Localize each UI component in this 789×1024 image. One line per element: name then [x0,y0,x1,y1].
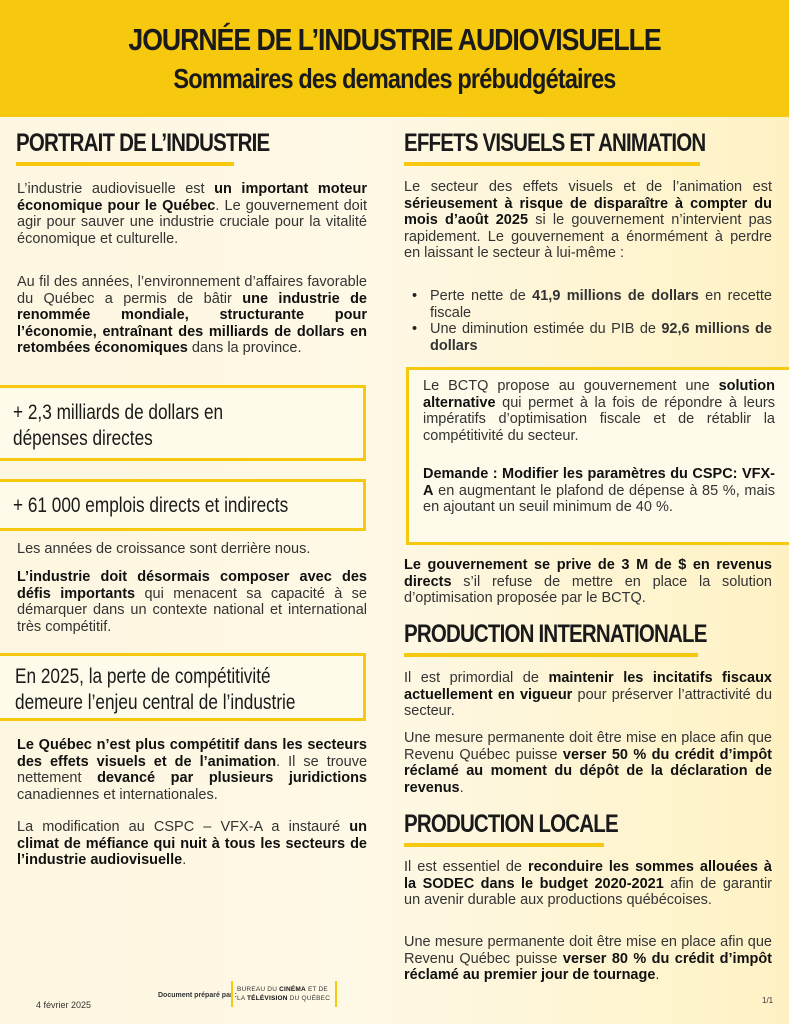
competitiveness-paragraph-1 [17,737,367,803]
emphasis-text: une industrie de renommée mondiale, structurante pour l’économie, entraînant des milliards de dollars en retombées économiques [17,290,367,356]
body-text: Perte nette de [430,288,533,304]
stat-box-spending [0,385,366,461]
competitiveness-box [0,653,366,721]
emphasis-text: L’industrie doit désormais composer avec des défis importants [17,569,367,602]
section-title-local: PRODUCTION LOCALE [404,810,618,838]
title-underline [16,162,234,166]
logo-line-1: BUREAU DU CINÉMA ET DE [237,986,328,993]
vfx-impact-list [404,288,772,354]
emphasis-text: Demande : Modifier les paramètres du CSPC: VFX-A [423,466,775,499]
body-text: canadiennes et internationales. [17,786,218,803]
section-title-portrait: PORTRAIT DE L’INDUSTRIE [16,129,270,157]
page-number: 1/1 [762,996,774,1005]
body-text: Il est primordial de [404,670,549,686]
emphasis-text: un climat de méfiance qui nuit à tous les secteurs de l’industrie audiovisuelle [17,819,367,868]
left-column [0,117,390,1024]
prepared-by-label: Document préparé par : [158,992,237,999]
vfx-revenue-paragraph [404,557,772,607]
emphasis-text: verser 50 % du crédit d’impôt réclamé au moment du dépôt de la déclaration de revenus [404,746,773,796]
bctq-proposal-box [406,367,789,545]
title-underline [404,162,700,166]
competitiveness-line1: En 2025, la perte de compétitivité [15,665,271,688]
growth-statement: Les années de croissance sont derrière nous. [17,541,311,557]
body-text: Il est essentiel de [404,859,528,875]
page-title: JOURNÉE DE L’INDUSTRIE AUDIOVISUELLE [128,22,661,57]
body-text: Une diminution estimée du PIB de [430,321,662,337]
body-text: s’il refuse de mettre en place la solution d’optimisation proposée par le BCTQ. [404,573,772,606]
stat-spending-line2: dépenses directes [13,427,153,450]
competitiveness-paragraph-2 [17,819,367,869]
stat-spending-line1: + 2,3 milliards de dollars en [13,401,224,424]
international-paragraph-1 [404,670,772,720]
bctq-logo [231,981,337,1007]
list-item [404,288,772,321]
emphasis-text: devancé par plusieurs juridictions [97,770,367,786]
body-text: . [655,967,660,983]
stat-jobs-line1: + 61 000 emplois directs et indirects [13,494,289,517]
portrait-paragraph-1 [17,181,367,247]
body-text: . [182,852,187,868]
body-text: dans la province. [187,340,302,356]
publication-date: 4 février 2025 [36,1000,92,1010]
body-text: . [459,779,464,796]
emphasis-text: 92,6 millions de dollars [430,321,772,354]
emphasis-text: un important moteur économique pour le Québec [17,181,367,214]
emphasis-text: 41,9 millions de dollars [532,288,699,304]
proposal-paragraph [423,378,775,444]
title-underline [404,843,604,847]
emphasis-text: maintenir les incitatifs fiscaux actuellement en vigueur [404,670,772,703]
body-text: . Il se trouve nettement [17,753,368,786]
vfx-paragraph-1 [404,179,772,262]
emphasis-text: verser 80 % du crédit d’impôt réclamé au premier jour de tournage [404,950,773,983]
logo-line-2: LA TÉLÉVISION DU QUÉBEC [237,995,331,1002]
body-text: Une mesure permanente doit être mise en place afin que Revenu Québec puisse [404,934,772,967]
emphasis-text: reconduire les sommes allouées à la SODEC dans le budget 2020-2021 [404,859,772,892]
body-text: qui menacent sa capacité à se démarquer dans un contexte national et international très compétitif. [17,585,367,635]
competitiveness-line2: demeure l’enjeu central de l’industrie [15,691,296,714]
body-text: Le secteur des effets visuels et de l’animation est [404,179,772,195]
right-column [390,117,789,1024]
body-text: qui permet à la fois de répondre à leurs impératifs d’optimisation fiscale et de rétablir la compétitivité du secteur. [423,394,775,444]
list-item [404,321,772,354]
body-text: L’industrie audiovisuelle est [17,181,215,197]
emphasis-text: Le Québec n’est plus compétitif dans les secteurs des effets visuels et de l’animation [17,737,367,770]
body-text: Le BCTQ propose au gouvernement une [423,378,719,394]
body-text: pour préserver l’attractivité du secteur. [404,686,773,719]
emphasis-text: sérieusement à risque de disparaître à compter du mois d’août 2025 [404,195,772,228]
emphasis-text: solution alternative [423,378,775,411]
local-paragraph-2 [404,934,772,984]
local-paragraph-1 [404,859,772,909]
page-header [0,0,789,117]
request-paragraph [423,466,775,516]
emphasis-text: Le gouvernement se prive de 3 M de $ en revenus directs [404,557,772,590]
body-text: . Le gouvernement doit agir pour sauver une industrie cruciale pour la vitalité économique et culturelle. [17,197,367,247]
international-paragraph-2 [404,730,772,796]
portrait-paragraph-2 [17,274,367,357]
body-text: si le gouvernement n’intervient pas rapidement. Le gouvernement a énormément à perdre en laissant le secteur à lui-même : [404,212,772,261]
stat-box-jobs [0,479,366,531]
challenges-paragraph [17,569,367,635]
body-text: en recette fiscale [430,288,772,321]
body-text: Une mesure permanente doit être mise en place afin que Revenu Québec puisse [404,730,772,763]
body-text: en augmentant le plafond de dépense à 85 %, mais en ajoutant un seuil minimum de 40 %. [423,482,775,515]
title-underline [404,653,698,657]
page-subtitle: Sommaires des demandes prébudgétaires [173,63,616,94]
body-text: afin de garantir un avenir durable aux productions québécoises. [404,875,772,908]
section-title-vfx: EFFETS VISUELS ET ANIMATION [404,129,706,157]
body-text: Au fil des années, l’environnement d’affaires favorable du Québec a permis de bâtir [17,274,367,307]
body-text: La modification au CSPC – VFX-A a instauré [17,819,350,835]
section-title-international: PRODUCTION INTERNATIONALE [404,620,707,648]
